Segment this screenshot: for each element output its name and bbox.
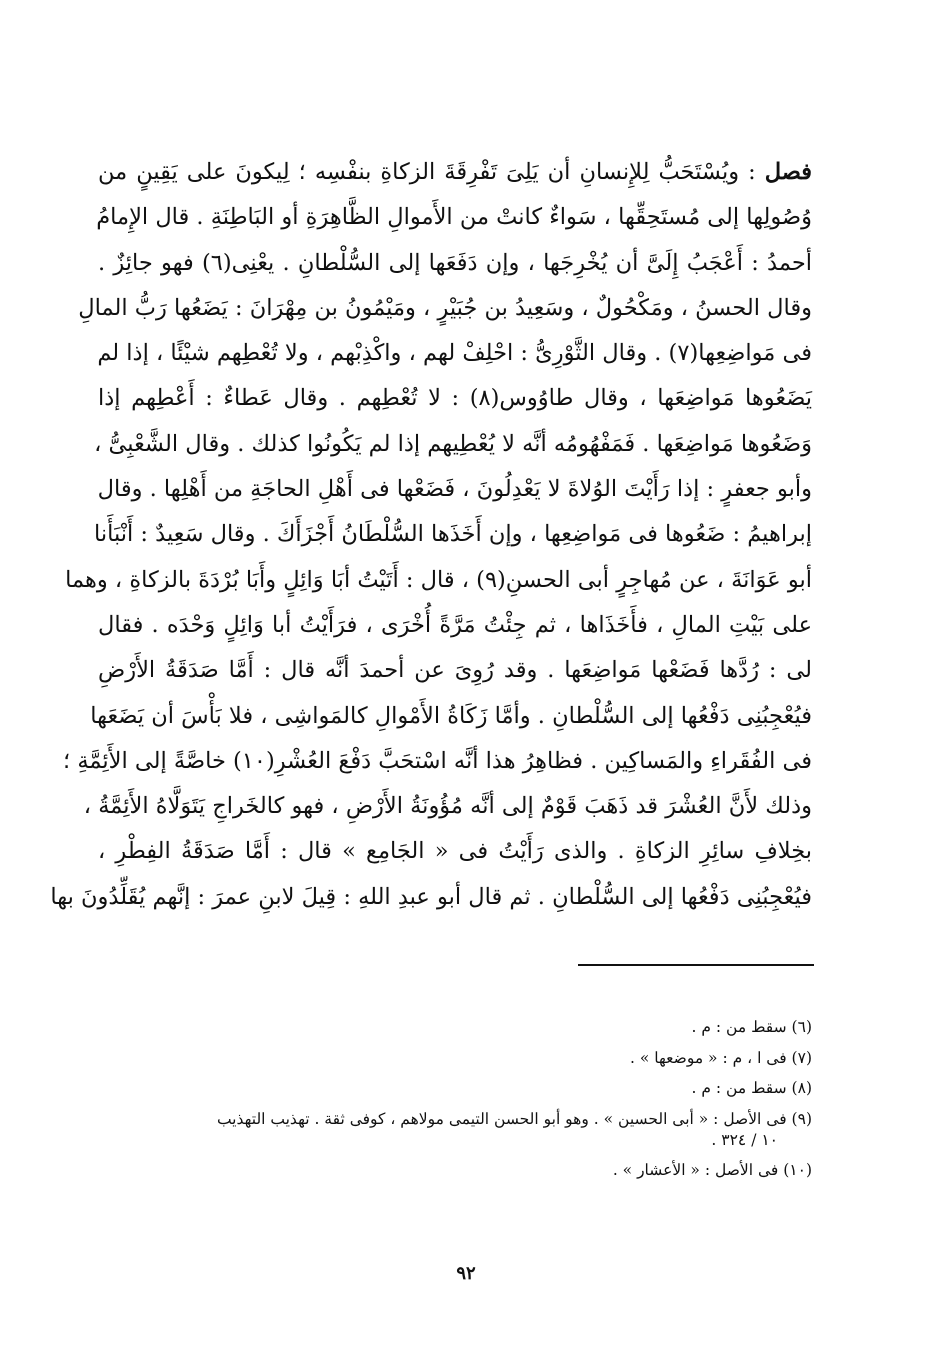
- text-line: وقال الحسنُ ، ومَكْحُولٌ ، وسَعِيدُ بن جُبَيْرٍ ، ومَيْمُونُ بن مِهْرَانَ : يَضَعُها رَبُّ المالِ: [78, 294, 812, 321]
- text-line: فيُعْجِبُنِى دَفْعُها إلى السُّلْطانِ . وأمَّا زَكَاةُ الأَمْوالِ كالمَواشِى ، فلا بَأْسَ أن يَضَعَها: [90, 702, 812, 729]
- footnote-text: (٧) فى ا ، م : « موضعها » .: [630, 1048, 812, 1067]
- main-text-block: [50, 150, 812, 920]
- footnote: [98, 1160, 812, 1181]
- footnote: [98, 1048, 812, 1069]
- footnote-text: (٩) فى الأصل : « أبى الحسين » . وهو أبو الحسن التيمى مولاهم ، كوفى ثقة . تهذيب التهذيب: [216, 1109, 812, 1128]
- text-line: بخِلافِ سائِرِ الزكاةِ . والذى رَأَيْتُ فى « الجَامِع » قال : أَمَّا صَدَقَةُ الفِطْرِ ،: [98, 838, 812, 865]
- text-line: وأبو جعفرٍ : إذا رَأَيْتَ الوُلاةَ لا يَعْدِلُونَ ، فَضَعْها فى أَهْلِ الحاجَةِ من أَهْلِها . وقال: [97, 476, 812, 503]
- text-line: فيُعْجِبُنِى دَفْعُها إلى السُّلْطانِ . ثم قال أبو عبدِ اللهِ : قِيلَ لابنِ عمرَ : إنَّهم يُقَلِّدُونَ بها: [50, 883, 812, 910]
- text-line: وُصُولِها إلى مُستَحِقِّها ، سَواءٌ كانتْ من الأَموالِ الظَّاهِرَةِ أو البَاطِنَةِ . قال الإِمامُ: [96, 204, 812, 231]
- footnote-separator: [578, 964, 814, 966]
- footnote-continuation: ١٠ / ٣٢٤ .: [711, 1130, 778, 1149]
- text-line: وَضَعُوها مَواضِعَها . فَمَفْهُومُه أنَّه لا يُعْطِيهم إذا لم يَكُونُوا كذلك . وقال الشَّعْبِىُّ ،: [94, 430, 812, 457]
- text-line: فى الفُقَراءِ والمَساكِين . فظاهِرُ هذا أنَّه اسْتحَبَّ دَفْعَ العُشْرِ(١٠) خاصَّةً إلى الأَئِمَّةِ ؛: [63, 747, 812, 774]
- text-line: فى مَواضِعِها(٧) . وقال الثَّوْرِىُّ : احْلِفْ لهم ، واكْذِبْهم ، ولا تُعْطِهم شيْئًا ، إذا لم: [97, 340, 812, 367]
- text-line: على بَيْتِ المالِ ، فأَخَذَاها ، ثم جِئْتُ مَرَّةً أُخْرَى ، فرَأَيْتُ أبا وَائِلٍ وَحْدَه . فقال: [98, 611, 812, 638]
- footnote-text: (١٠) فى الأصل : « الأعشار » .: [612, 1161, 812, 1179]
- text-line-content: : ويُسْتَحَبُّ لِلإِنسانِ أن يَلِىَ تَفْرِقَةَ الزكاةِ بنفْسِه ؛ لِيكونَ على يَقِينٍ من: [98, 159, 765, 185]
- text-line: وذلك لأَنَّ العُشْرَ قد ذَهَبَ قَوْمٌ إلى أنَّه مُؤُونَةُ الأَرْضِ ، فهو كالخَراجِ يَتَوَلَّاهُ الأَئِمَّةُ ،: [83, 793, 812, 820]
- footnote-text: (٦) سقط من : م .: [691, 1018, 812, 1036]
- footnotes: [98, 1017, 812, 1191]
- page-number: ٩٢: [456, 1263, 476, 1284]
- footnote: [98, 1109, 812, 1151]
- text-line: يَضَعُوها مَواضِعَها ، وقال طاوُوس(٨) : لا تُعْطِهم . وقال عَطاءٌ : أَعْطِهم إذا: [98, 385, 812, 412]
- footnote: [98, 1017, 812, 1038]
- text-line: أبو عَوَانَةَ ، عن مُهاجِرٍ أبى الحسنِ(٩) ، قال : أَتَيْتُ أبَا وَائِلٍ وأَبَا بُرْدَةَ بالزكاةِ ، وهما: [65, 566, 812, 593]
- footnote-text: (٨) سقط من : م .: [691, 1079, 812, 1097]
- text-line: لى : رُدَّها فَضَعْها مَواضِعَها . وقد رُوِىَ عن أحمدَ أنَّه قال : أَمَّا صَدَقَةُ الأَرْضِ: [98, 657, 812, 684]
- text-line: أحمدُ : أَعْجَبُ إِلَىَّ أن يُخْرِجَها ، وإن دَفَعَها إلى السُّلْطانِ . يعْنِى(٦) فهو جائِزٌ .: [98, 249, 812, 276]
- section-heading: فصل: [764, 159, 812, 185]
- text-line: إبراهيمُ : ضَعُوها فى مَواضِعِها ، وإن أَخَذَها السُّلْطَانُ أَجْزَأَكَ . وقال سَعِيدٌ : أَنْبَأَنا: [93, 521, 812, 548]
- text-line: [98, 150, 812, 195]
- footnote: [98, 1078, 812, 1099]
